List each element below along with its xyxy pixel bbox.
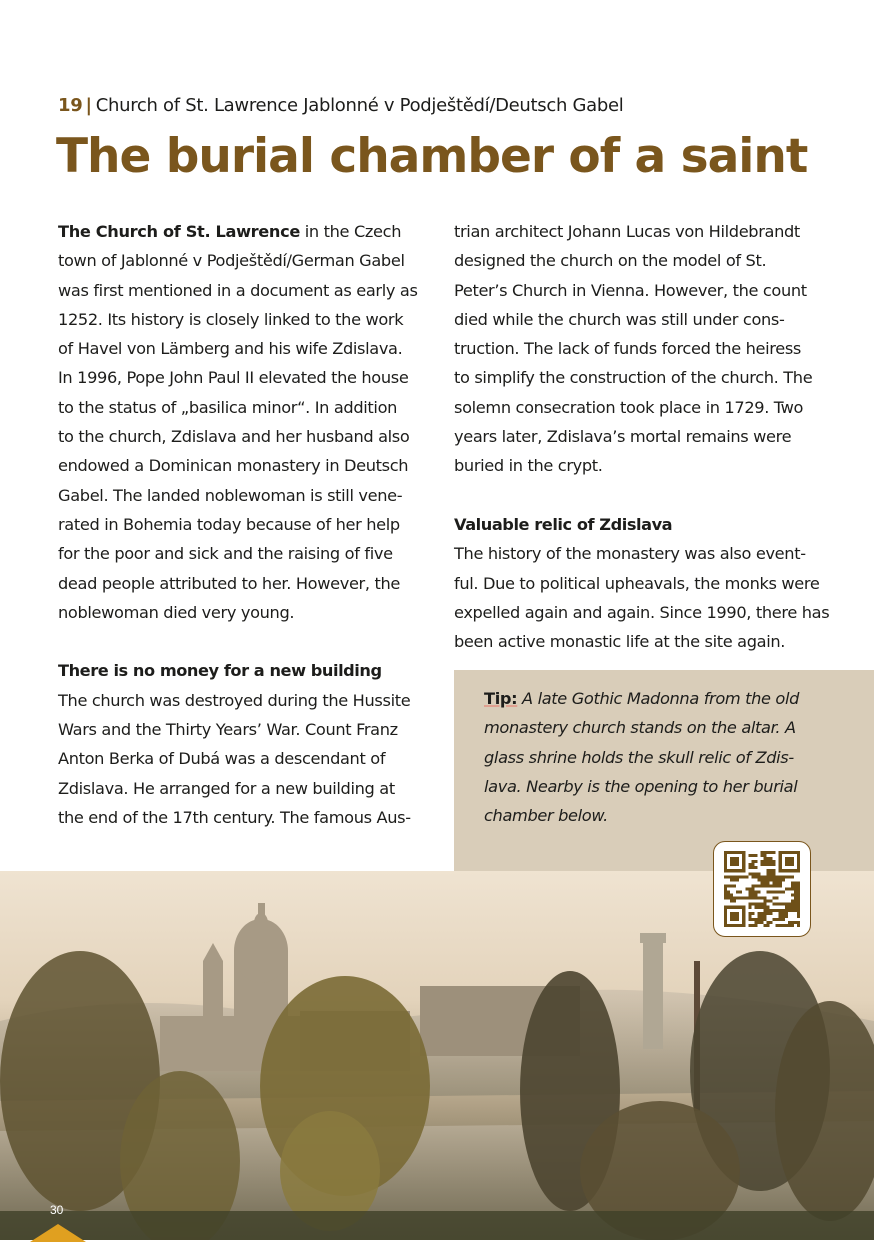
section-number: 19	[58, 95, 83, 116]
tip-text: Tip: A late Gothic Madonna from the old monastery church stands on the altar. A glass shrine holds the skull relic of Zdis- lava. Nearby is the opening to her burial chamber below.	[484, 689, 800, 826]
location-name: Church of St. Lawrence Jablonné v Podještědí/Deutsch Gabel	[95, 95, 624, 116]
qr-code[interactable]	[713, 841, 811, 937]
kicker-separator: |	[85, 95, 92, 116]
section-heading-no-money: There is no money for a new building	[58, 661, 382, 681]
section-kicker	[58, 94, 624, 118]
section-paragraph-relic: The history of the monastery was also event- ful. Due to political upheavals, the monks were expelled again and again. Since 1990, there has been active monastic life at the site again.	[454, 544, 830, 652]
photo-ground	[0, 1211, 874, 1240]
tip-box	[454, 670, 874, 871]
paragraph-gap	[58, 627, 418, 656]
continued-paragraph: trian architect Johann Lucas von Hildebrandt designed the church on the model of St. Peter’s Church in Vienna. However, the count died while the church was still under cons- truction. The lack of funds forced the heiress to simplify the construction of the church. The solemn consecration took place in 1729. Two years later, Zdislava’s mortal remains were buried in the crypt.	[454, 222, 813, 476]
page-tab-marker	[30, 1224, 86, 1242]
photo-tower	[640, 933, 666, 1049]
page-title: The burial chamber of a saint	[56, 129, 808, 184]
left-column	[58, 217, 418, 832]
section-heading-relic: Valuable relic of Zdislava	[454, 514, 673, 534]
paragraph-gap	[454, 481, 816, 510]
intro-paragraph: The Church of St. Lawrence in the Czech town of Jablonné v Podještědí/German Gabel was first mentioned in a document as early as 1252. Its history is closely linked to the work of Havel von Lämberg and his wife Zdislava. In 1996, Pope John Paul II elevated the house to the status of „basilica minor“. In addition to the church, Zdislava and her husband also endowed a Dominican monastery in Deutsch Gabel. The landed noblewoman is still vene- rated in Bohemia today because of her help for the poor and sick and the raising of five dead people attributed to her. However, the noblewoman died very young.	[58, 222, 418, 622]
tip-label: Tip:	[484, 689, 518, 708]
qr-code-icon	[723, 851, 801, 927]
intro-lead: The Church of St. Lawrence	[58, 222, 300, 241]
page-number: 30	[50, 1203, 64, 1217]
right-column	[454, 217, 830, 656]
section-paragraph-no-money: The church was destroyed during the Hussite Wars and the Thirty Years’ War. Count Franz Anton Berka of Dubá was a descendant of Zdislava. He arranged for a new building at the end of the 17th century. The famous Aus-	[58, 690, 411, 827]
